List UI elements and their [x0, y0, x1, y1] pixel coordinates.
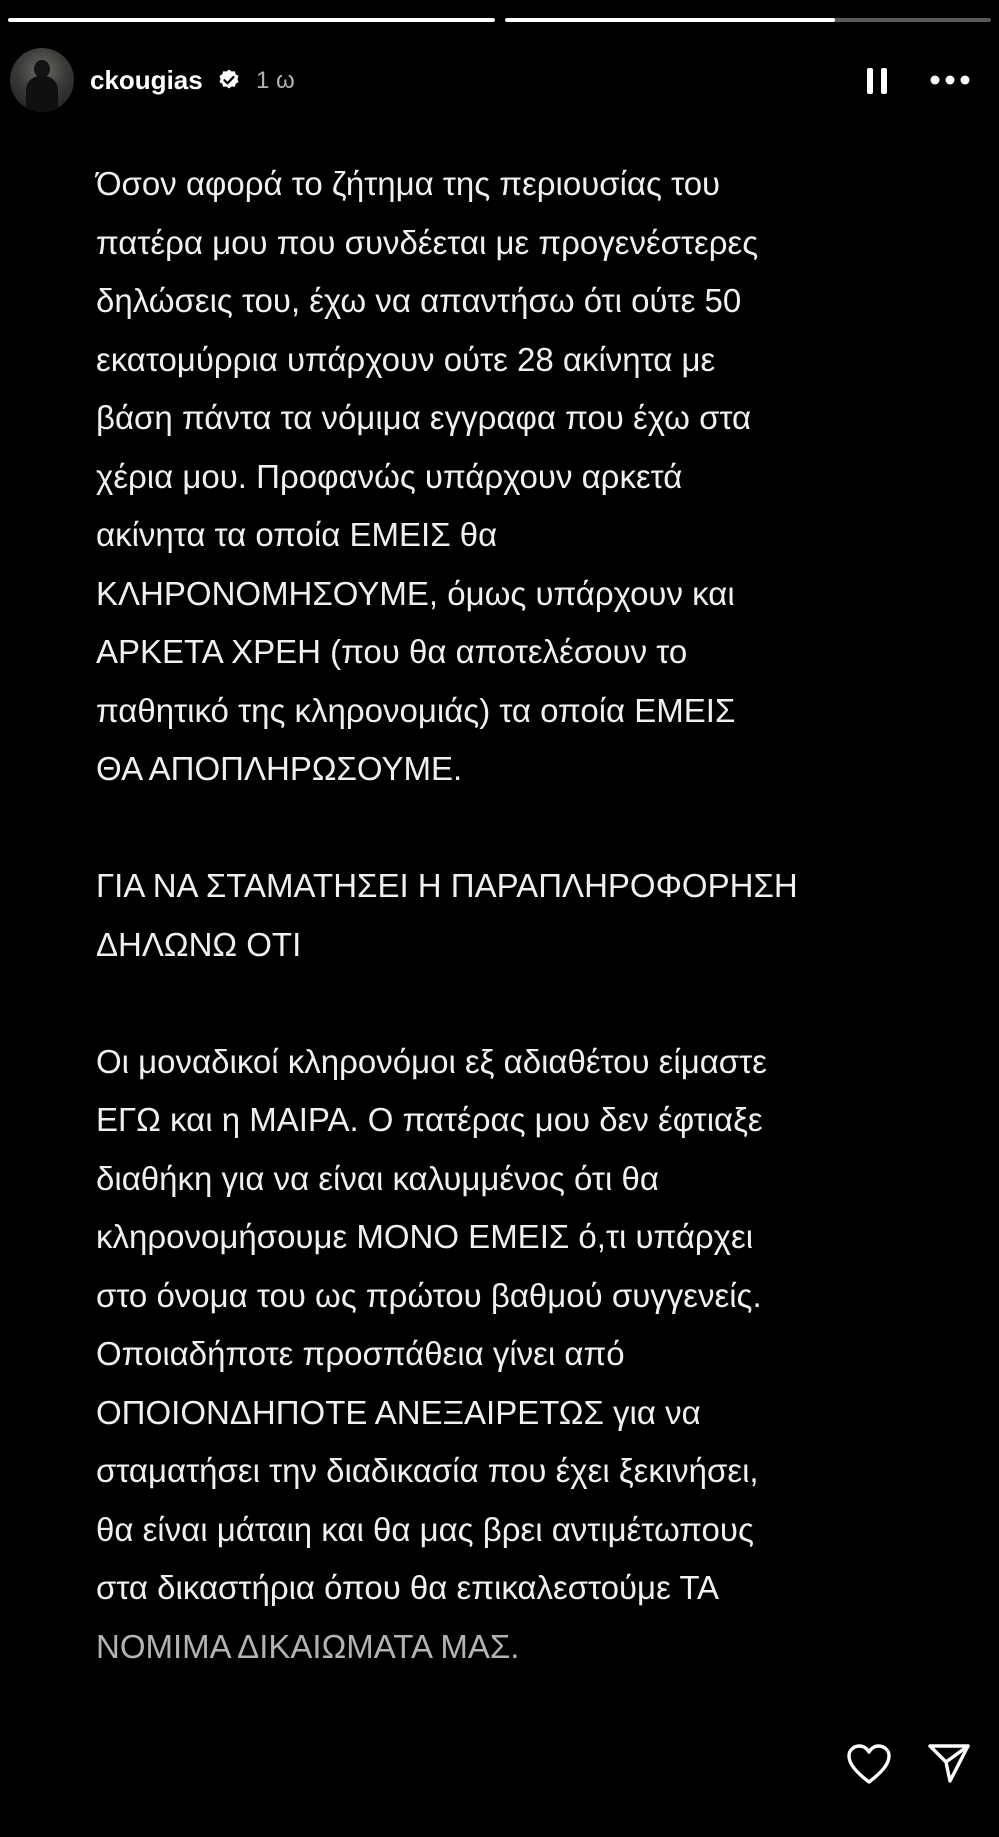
- story-line: ΕΓΩ και η ΜΑΙΡΑ. Ο πατέρας μου δεν έφτιαξε: [96, 1101, 763, 1138]
- story-line: ΚΛΗΡΟΝΟΜΗΣΟΥΜΕ, όμως υπάρχουν και: [96, 574, 735, 612]
- story-line: κληρονομήσουμε ΜΟΝΟ ΕΜΕΙΣ ό,τι υπάρχει: [96, 1218, 754, 1255]
- story-line: βάση πάντα τα νόμιμα εγγραφα που έχω στα: [96, 399, 752, 436]
- avatar-body-shape: [26, 76, 58, 112]
- post-time: 1 ω: [256, 67, 295, 94]
- story-line: παθητικό της κληρονομιάς) τα οποία ΕΜΕΙΣ: [96, 691, 736, 729]
- story-line: χέρια μου. Προφανώς υπάρχουν αρκετά: [96, 457, 683, 495]
- story-line: πατέρα μου που συνδέεται με προγενέστερες: [96, 223, 759, 261]
- story-progress-bars: [8, 18, 991, 22]
- verified-badge-icon: [217, 68, 241, 92]
- pause-icon[interactable]: [863, 66, 891, 96]
- story-line: ΓΙΑ ΝΑ ΣΤΑΜΑΤΗΣΕΙ Η ΠΑΡΑΠΛΗΡΟΦΟΡΗΣΗ: [96, 867, 798, 904]
- heart-icon[interactable]: [846, 1743, 892, 1785]
- story-progress-segment-2: [505, 18, 992, 22]
- story-line: ακίνητα τα οποία ΕΜΕΙΣ θα: [96, 516, 498, 553]
- story-progress-fill-2: [505, 18, 836, 22]
- story-line: δηλώσεις του, έχω να απαντήσω ότι ούτε 50: [96, 282, 742, 319]
- story-line: ΔΗΛΩΝΩ ΟΤΙ: [96, 925, 302, 963]
- story-line: στο όνομα του ως πρώτου βαθμού συγγενείς.: [96, 1276, 762, 1314]
- story-text-block: [96, 155, 966, 1676]
- story-line-spacer: [96, 799, 966, 858]
- story-progress-segment-1: [8, 18, 495, 22]
- story-line: διαθήκη για να είναι καλυμμένος ότι θα: [96, 1159, 659, 1197]
- story-line: στα δικαστήρια όπου θα επικαλεστούμε ΤΑ: [96, 1569, 720, 1606]
- story-line: σταματήσει την διαδικασία που έχει ξεκινήσει,: [96, 1452, 759, 1489]
- story-header: [10, 48, 989, 112]
- story-line: ΝΟΜΙΜΑ ΔΙΚΑΙΩΜΑΤΑ ΜΑΣ.: [96, 1627, 520, 1665]
- story-line: Οποιαδήποτε προσπάθεια γίνει από: [96, 1335, 625, 1372]
- username[interactable]: ckougias: [90, 65, 203, 95]
- story-line-spacer: [96, 974, 966, 1033]
- story-progress-fill-1: [8, 18, 495, 22]
- story-line: Οι μοναδικοί κληρονόμοι εξ αδιαθέτου είμαστε: [96, 1042, 767, 1080]
- story-line: θα είναι μάταιη και θα μας βρει αντιμέτωπους: [96, 1510, 754, 1548]
- avatar[interactable]: [10, 48, 74, 112]
- send-icon[interactable]: [927, 1741, 971, 1785]
- story-line: ΑΡΚΕΤΑ ΧΡΕΗ (που θα αποτελέσουν το: [96, 633, 688, 670]
- story-line: Όσον αφορά το ζήτημα της περιουσίας του: [96, 165, 721, 202]
- more-options-icon[interactable]: [928, 70, 972, 90]
- story-line: ΘΑ ΑΠΟΠΛΗΡΩΣΟΥΜΕ.: [96, 750, 463, 787]
- story-line: ΟΠΟΙΟΝΔΗΠΟΤΕ ΑΝΕΞΑΙΡΕΤΩΣ για να: [96, 1393, 701, 1431]
- story-line: εκατομύρρια υπάρχουν ούτε 28 ακίνητα με: [96, 340, 716, 378]
